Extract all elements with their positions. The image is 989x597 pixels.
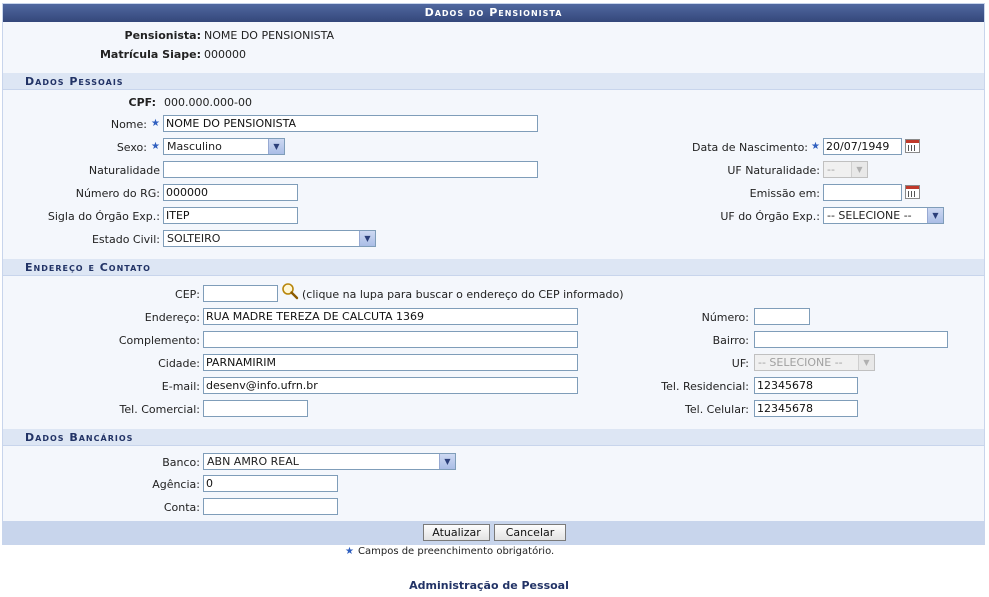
nascimento-label: Data de Nascimento: <box>691 141 808 154</box>
tel-celular-input[interactable]: 12345678 <box>754 400 858 417</box>
calendar-icon[interactable] <box>905 185 920 199</box>
bottom-link[interactable]: Administração de Pessoal <box>409 579 569 592</box>
required-star-icon: ★ <box>811 141 820 152</box>
uf-naturalidade-select[interactable]: -- ▼ <box>823 161 868 178</box>
matricula-value: 000000 <box>204 48 246 61</box>
chevron-down-icon: ▼ <box>439 454 455 469</box>
cep-label: CEP: <box>175 288 200 301</box>
endereco-label: Endereço: <box>144 311 200 324</box>
calendar-icon[interactable] <box>905 139 920 153</box>
search-magnifier-icon[interactable] <box>281 282 299 300</box>
rg-label: Número do RG: <box>75 187 160 200</box>
matricula-label: Matrícula Siape: <box>99 48 201 61</box>
nome-input[interactable]: NOME DO PENSIONISTA <box>163 115 538 132</box>
required-star-icon: ★ <box>151 141 160 152</box>
uf-select[interactable]: -- SELECIONE -- ▼ <box>754 354 875 371</box>
required-note: Campos de preenchimento obrigatório. <box>358 546 555 557</box>
cep-input[interactable] <box>203 285 278 302</box>
naturalidade-label: Naturalidade <box>88 164 160 177</box>
estado-civil-select[interactable]: SOLTEIRO ▼ <box>163 230 376 247</box>
sexo-label: Sexo: <box>116 141 147 154</box>
uf-naturalidade-label: UF Naturalidade: <box>727 164 820 177</box>
tel-residencial-input[interactable]: 12345678 <box>754 377 858 394</box>
cancelar-button[interactable]: Cancelar <box>494 524 566 541</box>
pensionista-label: Pensionista: <box>124 29 201 42</box>
bairro-label: Bairro: <box>712 334 749 347</box>
cpf-label: CPF: <box>128 96 156 109</box>
conta-input[interactable] <box>203 498 338 515</box>
cidade-label: Cidade: <box>158 357 200 370</box>
agencia-label: Agência: <box>152 478 200 491</box>
complemento-label: Complemento: <box>118 334 200 347</box>
chevron-down-icon: ▼ <box>927 208 943 223</box>
sexo-select[interactable]: Masculino ▼ <box>163 138 285 155</box>
section-dados-pessoais: Dados Pessoais <box>3 73 984 90</box>
numero-input[interactable] <box>754 308 810 325</box>
uf-orgao-select[interactable]: -- SELECIONE -- ▼ <box>823 207 944 224</box>
panel-title: Dados do Pensionista <box>3 4 984 22</box>
endereco-input[interactable]: RUA MADRE TEREZA DE CALCUTA 1369 <box>203 308 578 325</box>
email-input[interactable]: desenv@info.ufrn.br <box>203 377 578 394</box>
emissao-input[interactable] <box>823 184 902 201</box>
tel-comercial-label: Tel. Comercial: <box>119 403 200 416</box>
emissao-label: Emissão em: <box>749 187 820 200</box>
cpf-value: 000.000.000-00 <box>164 96 252 109</box>
chevron-down-icon: ▼ <box>858 355 874 370</box>
cidade-input[interactable]: PARNAMIRIM <box>203 354 578 371</box>
estado-civil-label: Estado Civil: <box>91 233 160 246</box>
chevron-down-icon: ▼ <box>268 139 284 154</box>
nome-label: Nome: <box>110 118 147 131</box>
numero-label: Número: <box>701 311 749 324</box>
orgao-input[interactable]: ITEP <box>163 207 298 224</box>
atualizar-button[interactable]: Atualizar <box>423 524 490 541</box>
bairro-input[interactable] <box>754 331 948 348</box>
banco-label: Banco: <box>162 456 200 469</box>
pensionista-value: NOME DO PENSIONISTA <box>204 29 334 42</box>
tel-residencial-label: Tel. Residencial: <box>661 380 749 393</box>
section-endereco-contato: Endereço e Contato <box>3 259 984 276</box>
required-star-icon: ★ <box>151 118 160 129</box>
tel-comercial-input[interactable] <box>203 400 308 417</box>
rg-input[interactable]: 000000 <box>163 184 298 201</box>
nascimento-input[interactable]: 20/07/1949 <box>823 138 902 155</box>
tel-celular-label: Tel. Celular: <box>685 403 749 416</box>
conta-label: Conta: <box>163 501 200 514</box>
naturalidade-input[interactable] <box>163 161 538 178</box>
chevron-down-icon: ▼ <box>359 231 375 246</box>
section-dados-bancarios: Dados Bancários <box>3 429 984 446</box>
required-star-icon: ★ <box>345 546 354 557</box>
uf-orgao-label: UF do Órgão Exp.: <box>720 210 820 223</box>
email-label: E-mail: <box>161 380 200 393</box>
complemento-input[interactable] <box>203 331 578 348</box>
uf-label: UF: <box>731 357 749 370</box>
banco-select[interactable]: ABN AMRO REAL ▼ <box>203 453 456 470</box>
cep-hint: (clique na lupa para buscar o endereço do CEP informado) <box>302 288 624 301</box>
orgao-label: Sigla do Órgão Exp.: <box>47 210 160 223</box>
chevron-down-icon: ▼ <box>851 162 867 177</box>
agencia-input[interactable]: 0 <box>203 475 338 492</box>
